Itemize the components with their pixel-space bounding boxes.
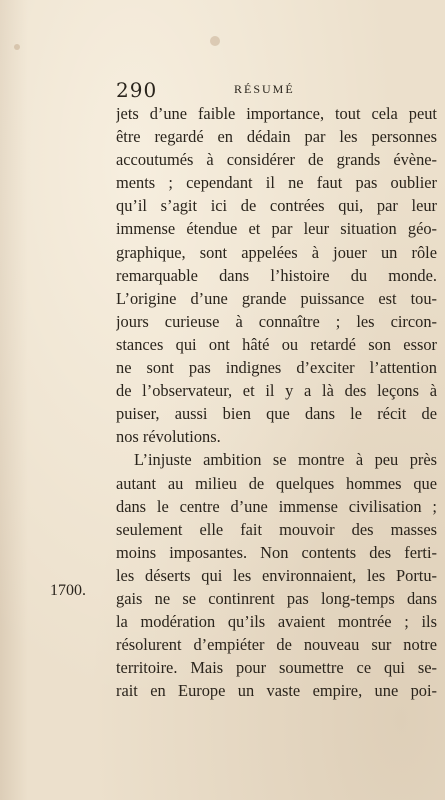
running-head (116, 78, 445, 100)
text-line: être regardé en dédain par les personnes (116, 127, 437, 147)
text-line: jets d’une faible importance, tout cela peut (116, 104, 437, 123)
text-line: la modération qu’ils avaient montrée ; ils (116, 612, 437, 632)
text-line: L’injuste ambition se montre à peu près (134, 450, 437, 470)
text-line: de l’observateur, et il y a là des leçons à (116, 381, 437, 401)
text-line: autant au milieu de quelques hommes que (116, 473, 437, 493)
paper-stain (210, 36, 220, 46)
text-line: ments ; cependant il ne faut pas oublier (116, 173, 437, 193)
running-title: RÉSUMÉ (234, 82, 295, 96)
text-line: gais ne se continrent pas long-temps dans (116, 588, 437, 608)
text-line: graphique, sont appelées à jouer un rôle (116, 242, 437, 262)
text-line: résolurent d’empiéter de nouveau sur notre (116, 635, 437, 655)
text-line: puiser, aussi bien que dans le récit de (116, 404, 437, 424)
text-line: rait en Europe un vaste empire, une poi- (116, 681, 437, 701)
text-line: dans le centre d’une immense civilisation ; (116, 496, 437, 516)
text-line: les déserts qui les environnaient, les Portu- (116, 565, 437, 585)
text-line: L’origine d’une grande puissance est tou- (116, 288, 437, 308)
text-line: qu’il s’agit ici de contrées qui, par leur (116, 196, 437, 216)
text-line: remarquable dans l’histoire du monde. (116, 265, 437, 285)
page-number: 290 (116, 78, 158, 102)
text-line: jours curieuse à connaître ; les circon- (116, 311, 437, 331)
text-line: nos révolutions. (116, 427, 221, 447)
text-line: moins imposantes. Non contents des ferti- (116, 542, 437, 562)
text-line: accoutumés à considérer de grands évène- (116, 150, 437, 170)
margin-year-note: 1700. (50, 582, 86, 599)
text-line: territoire. Mais pour soumettre ce qui se- (116, 658, 437, 678)
text-line: stances qui ont hâté ou retardé son essor (116, 334, 437, 354)
text-line: seulement elle fait mouvoir des masses (116, 519, 437, 539)
text-line: ne sont pas indignes d’exciter l’attention (116, 358, 437, 378)
text-line: immense étendue et par leur situation géo- (116, 219, 437, 239)
paper-stain (14, 44, 20, 50)
body-text (116, 102, 437, 702)
